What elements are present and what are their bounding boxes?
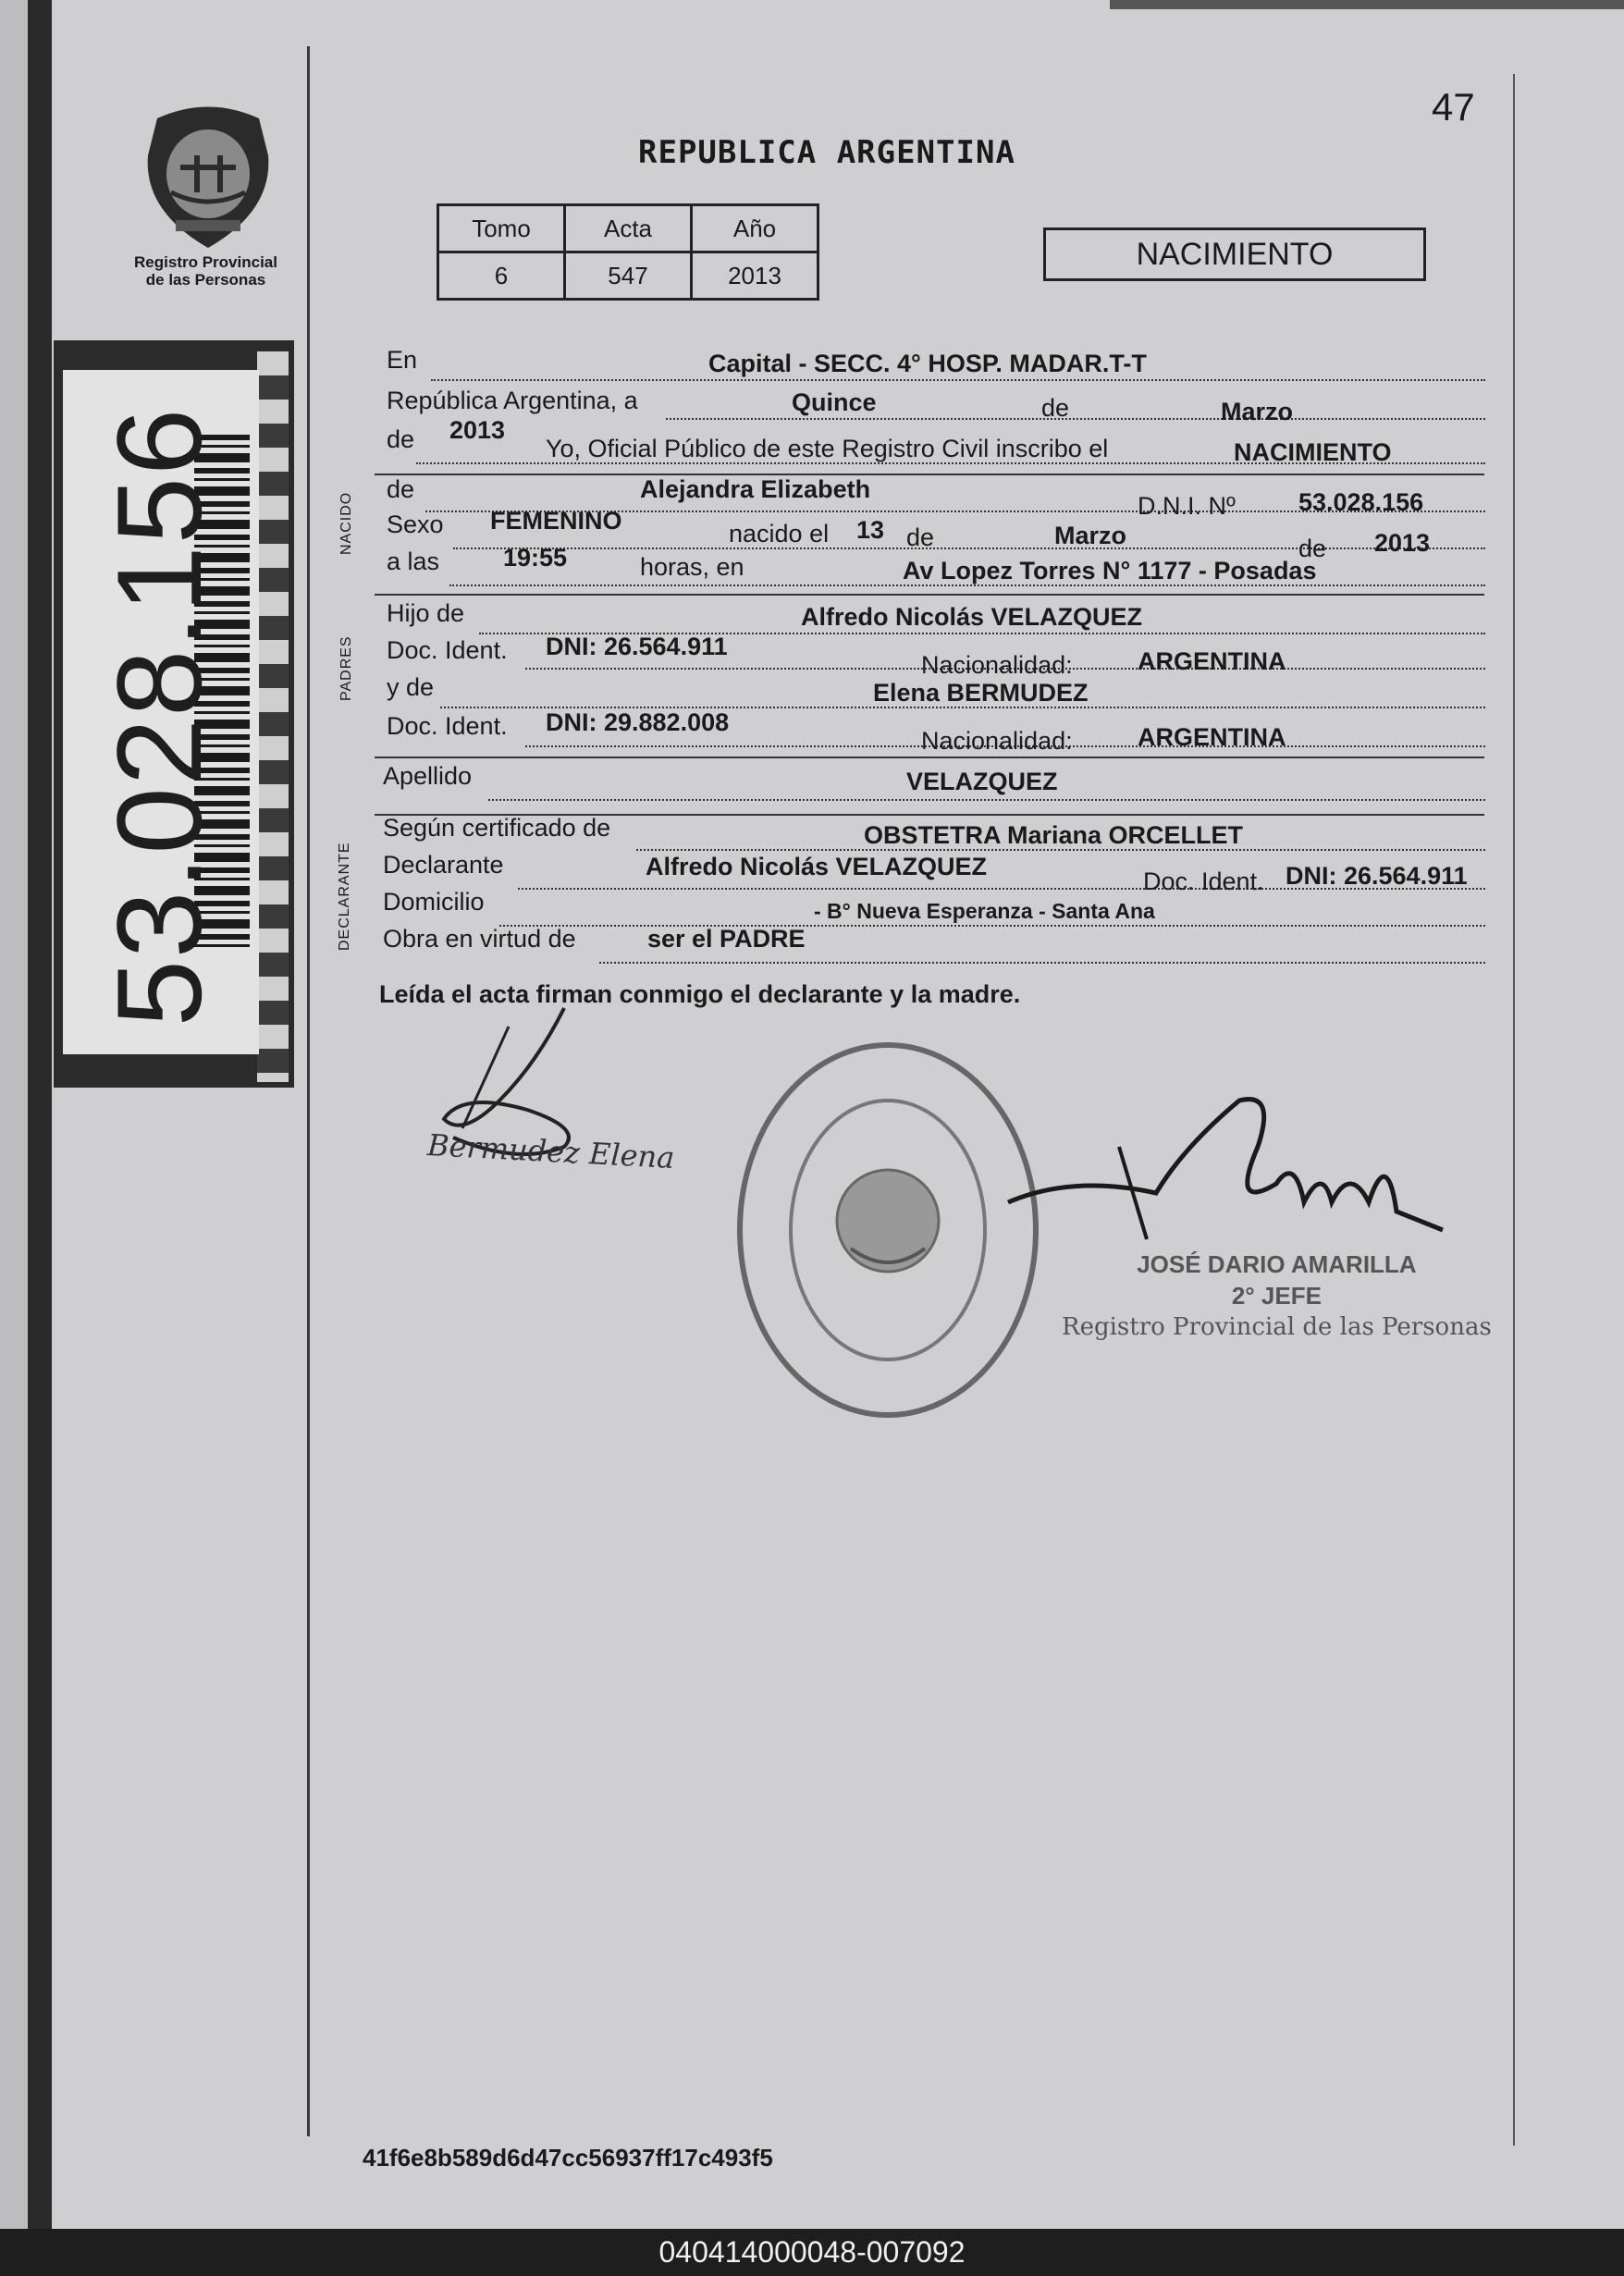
left-margin-rule [307, 46, 310, 2136]
father-name: Alfredo Nicolás VELAZQUEZ [801, 603, 1143, 631]
de-label: de [387, 475, 415, 503]
official-org: Registro Provincial de las Personas [1062, 1313, 1492, 1341]
republica-label: República Argentina, a [387, 387, 638, 414]
place-value: Capital - SECC. 4° HOSP. MADAR.T-T [708, 350, 1147, 377]
nacionalidad-label: Nacionalidad: [921, 651, 1073, 679]
mother-doc: DNI: 29.882.008 [546, 708, 730, 736]
binding-edge [0, 0, 28, 2229]
footer-code: 040414000048-007092 [0, 2229, 1624, 2276]
padres-section-label: PADRES [338, 635, 354, 701]
cert-value: OBSTETRA Mariana ORCELLET [864, 821, 1244, 849]
birth-year: 2013 [1374, 529, 1431, 557]
nacionalidad-label: Nacionalidad: [921, 727, 1073, 755]
day-words: Quince [792, 388, 877, 416]
nacido-section-label: NACIDO [338, 491, 354, 555]
de-label: de [1298, 535, 1327, 562]
official-signature [999, 1091, 1461, 1258]
act-type: NACIMIENTO [1234, 438, 1392, 466]
official-stamp-text [1062, 1249, 1492, 1343]
declarante-doc: DNI: 26.564.911 [1286, 862, 1468, 890]
birth-place: Av Lopez Torres N° 1177 - Posadas [903, 557, 1317, 584]
yde-label: y de [387, 673, 435, 701]
misiones-crest-icon [139, 100, 277, 252]
mother-signature-name: Bermudez Elena [426, 1127, 676, 1175]
nacido-label: nacido el [729, 520, 830, 547]
hijo-label: Hijo de [387, 599, 465, 627]
document-title: REPUBLICA ARGENTINA [638, 134, 1015, 171]
ref-header-tomo: Tomo [438, 205, 565, 252]
apellido-label: Apellido [383, 762, 473, 790]
dotted-line [453, 547, 1485, 549]
record-type-box: NACIMIENTO [1043, 228, 1426, 281]
section-rule [375, 757, 1484, 758]
father-doc: DNI: 26.564.911 [546, 633, 728, 660]
reference-table [437, 203, 819, 301]
de-label: de [1041, 394, 1070, 422]
official-role: 2° JEFE [1231, 1282, 1322, 1310]
section-rule [375, 594, 1484, 596]
de-label: de [906, 523, 935, 551]
declarante-label: Declarante [383, 851, 504, 879]
doc-label: Doc. Ident. [387, 636, 508, 664]
ref-header-anio: Año [692, 205, 818, 252]
dotted-line [666, 418, 1485, 420]
apellido-value: VELAZQUEZ [906, 768, 1058, 795]
birth-time: 19:55 [503, 544, 568, 572]
de-label: de [387, 425, 415, 453]
official-name: JOSÉ DARIO AMARILLA [1137, 1250, 1417, 1278]
declarante-section-label: DECLARANTE [337, 842, 352, 951]
dotted-line [488, 799, 1485, 801]
mother-nationality: ARGENTINA [1138, 723, 1286, 751]
ref-value-anio: 2013 [692, 252, 818, 300]
cert-label: Según certificado de [383, 814, 611, 842]
barcode-stripe [257, 351, 289, 1082]
section-rule [375, 474, 1484, 475]
sexo-value: FEMENINO [490, 507, 622, 535]
yo-text: Yo, Oficial Público de este Registro Civil inscribo el [546, 435, 1109, 462]
reading-statement: Leída el acta firman conmigo el declarante y la madre. [379, 980, 1021, 1008]
dotted-line [599, 962, 1485, 964]
dotted-line [431, 379, 1485, 381]
page-number: 47 [1432, 85, 1475, 129]
en-label: En [387, 346, 418, 374]
child-name: Alejandra Elizabeth [640, 475, 871, 503]
horas-label: horas, en [640, 553, 744, 581]
ref-value-tomo: 6 [438, 252, 565, 300]
binding-spine [28, 0, 52, 2229]
declarante-value: Alfredo Nicolás VELAZQUEZ [646, 853, 988, 880]
doc-label: Doc. Ident. [1143, 867, 1264, 895]
mother-name: Elena BERMUDEZ [873, 679, 1089, 707]
domicilio-label: Domicilio [383, 888, 485, 916]
obra-label: Obra en virtud de [383, 925, 576, 953]
top-shadow [1110, 0, 1624, 9]
birth-day: 13 [856, 516, 885, 544]
barcode-number: 53.028.156 [92, 406, 227, 1027]
year-value: 2013 [449, 416, 506, 444]
father-nationality: ARGENTINA [1138, 647, 1286, 675]
dni-label: D.N.I. Nº [1138, 492, 1236, 520]
ref-value-acta: 547 [565, 252, 692, 300]
child-dni: 53.028.156 [1298, 488, 1424, 516]
official-seal [731, 1036, 1045, 1424]
alas-label: a las [387, 547, 440, 575]
birth-month: Marzo [1054, 522, 1127, 549]
sexo-label: Sexo [387, 511, 444, 538]
document-hash: 41f6e8b589d6d47cc56937ff17c493f5 [363, 2144, 773, 2171]
obra-value: ser el PADRE [647, 925, 806, 953]
ref-header-acta: Acta [565, 205, 692, 252]
domicilio-value: - B° Nueva Esperanza - Santa Ana [814, 899, 1155, 923]
month-value: Marzo [1221, 398, 1294, 425]
crest-label: Registro Provincial de las Personas [134, 253, 277, 289]
doc-label: Doc. Ident. [387, 712, 508, 740]
right-margin-rule [1513, 74, 1515, 2146]
